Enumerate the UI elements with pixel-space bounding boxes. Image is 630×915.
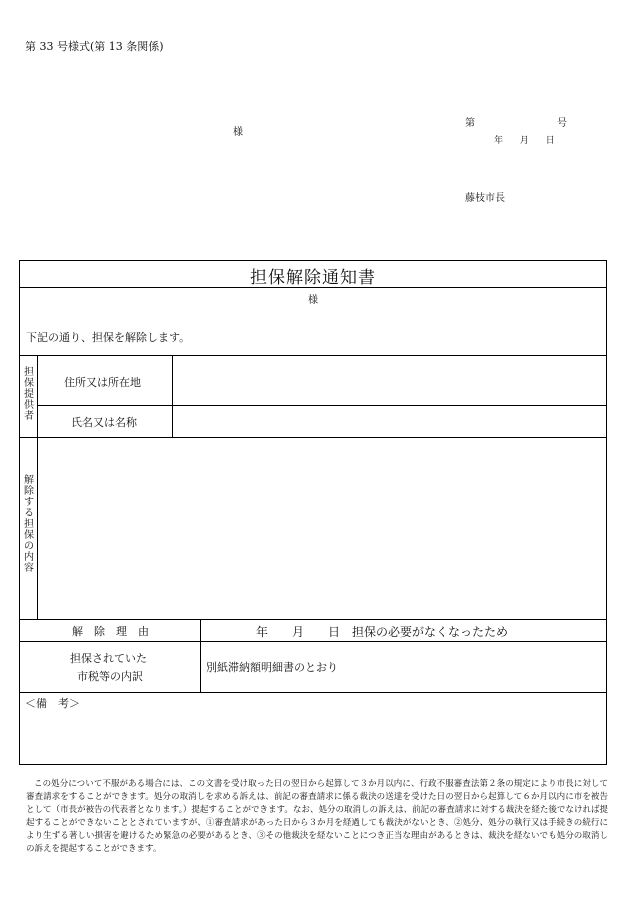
tax-label-line2: 市税等の内訳 <box>77 670 143 683</box>
tax-label-line1: 担保されていた <box>70 652 147 665</box>
form-title: 担保解除通知書 <box>250 268 376 288</box>
addressee-suffix: 様 <box>233 127 243 138</box>
rule-statement <box>20 355 606 356</box>
rule-provider <box>20 437 606 438</box>
notes-label: ＜備 考＞ <box>25 697 80 710</box>
rule-section-label <box>37 355 38 619</box>
document-number-prefix: 第 <box>465 118 475 129</box>
name-label: 氏名又は名称 <box>71 416 137 429</box>
appeal-notice: この処分について不服がある場合には、この文書を受け取った日の翌日から起算して３か月以内に、行政不服審査法第２条の規定により市長に対して審査請求をすることができます。処分の取消しを求める訴えは、前記の審査請求に係る裁決の送達を受けた日の翌日から起算して６か月以内に市を被告として（市長が被告の代表者となります。）提起することができます。なお、処分の取消しの訴えは、前記の審査請求に対する裁決を経た後でなければ提起することができないこととされていますが、①審査請求があった日から３か月を経過しても裁決がないとき、②処分、処分の執行又は手続きの続行により生ずる著しい損害を避けるため緊急の必要があるとき、③その他裁決を経ないことにつき正当な理由があるときは、裁決を経ないでも処分の取消しの訴えを提起することができます。 <box>26 779 608 854</box>
address-label: 住所又は所在地 <box>64 376 141 389</box>
rule-reason <box>20 641 606 642</box>
provider-section-label: 担 保 提 供 者 <box>24 367 34 422</box>
reason-value[interactable]: 年 月 日 担保の必要がなくなったため <box>256 625 509 639</box>
notice-form <box>19 260 607 765</box>
issue-date: 年 月 日 <box>494 136 555 146</box>
rule-reason-value <box>200 619 201 692</box>
issuer: 藤枝市長 <box>465 193 505 204</box>
rule-provider-value <box>172 355 173 437</box>
reason-label: 解 除 理 由 <box>72 625 149 638</box>
document-number-suffix: 号 <box>557 118 567 129</box>
form-statement: 下記の通り、担保を解除します。 <box>26 331 191 344</box>
form-number: 第 33 号様式(第 13 条関係) <box>25 40 164 53</box>
document-number <box>465 114 567 129</box>
rule-address <box>37 405 606 406</box>
content-section-label: 解 除 す る 担 保 の 内 容 <box>24 475 34 574</box>
rule-tax <box>20 692 606 693</box>
rule-content <box>20 619 606 620</box>
form-addressee-suffix: 様 <box>308 295 318 306</box>
tax-value[interactable]: 別紙滞納額明細書のとおり <box>206 661 338 674</box>
